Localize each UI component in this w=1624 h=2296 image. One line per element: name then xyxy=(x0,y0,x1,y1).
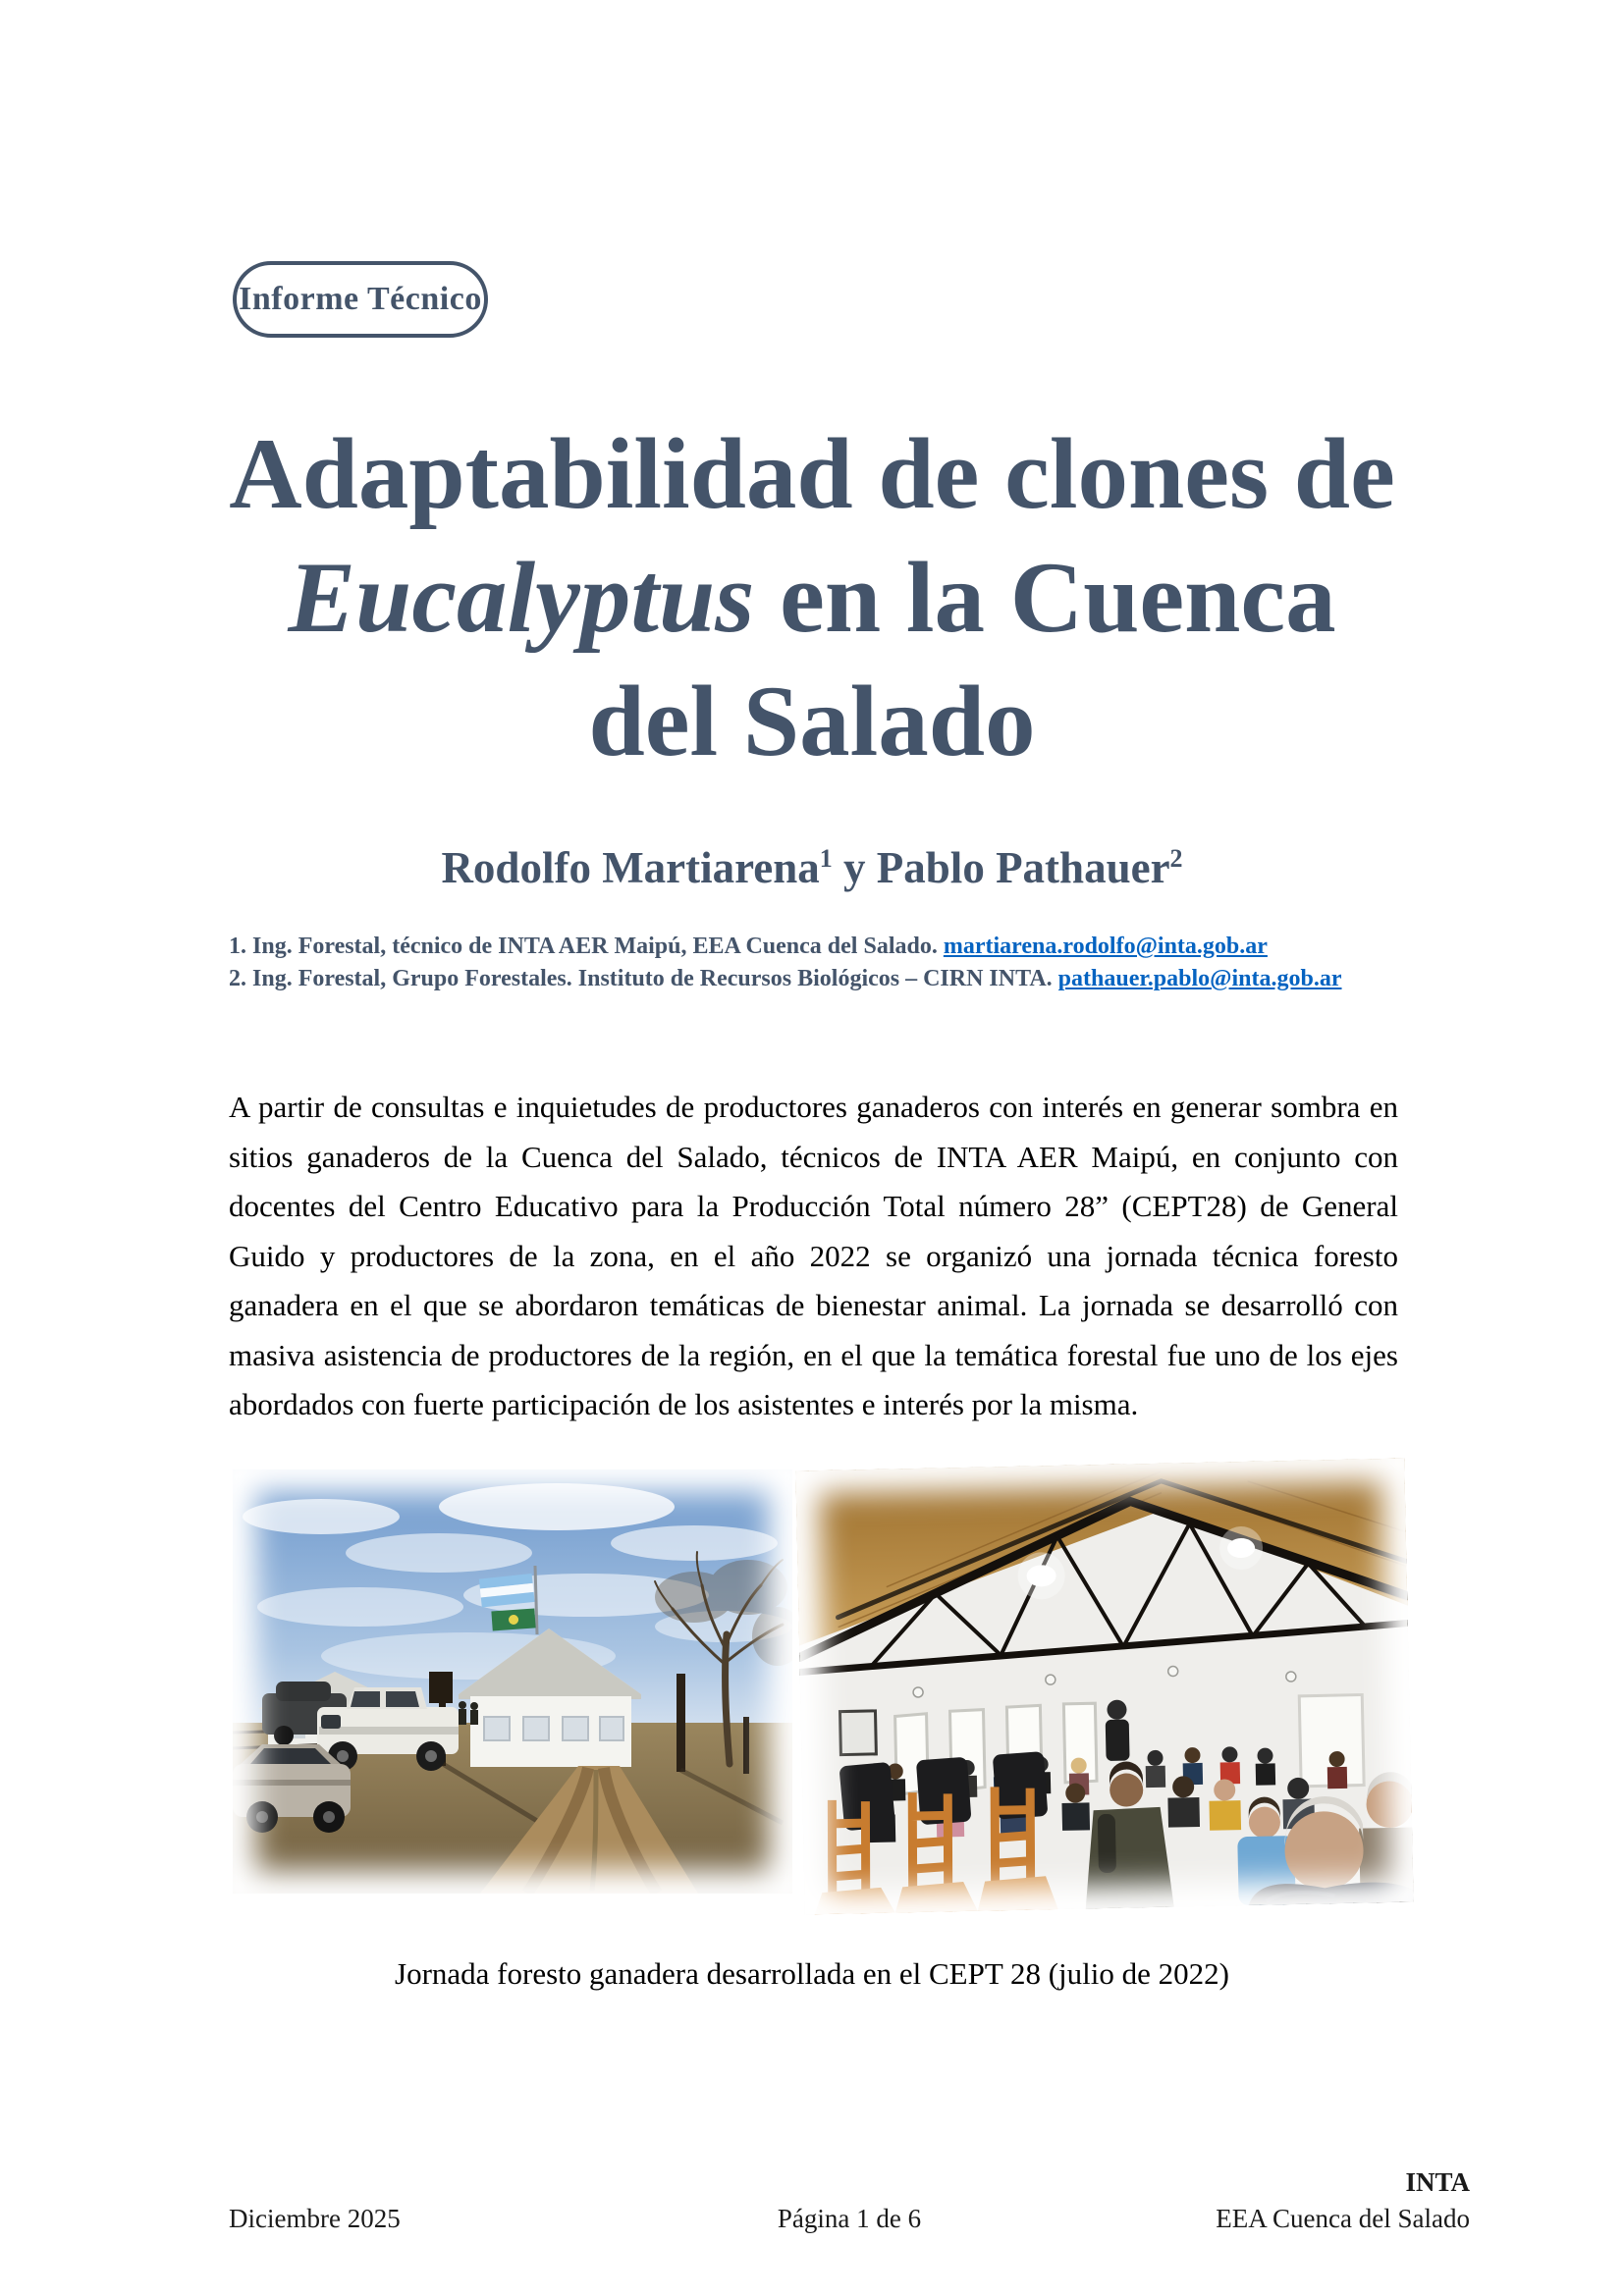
footnote-1 xyxy=(229,931,1428,963)
title-line-1: Adaptabilidad de clones de xyxy=(229,418,1395,530)
report-type-label: Informe Técnico xyxy=(239,281,482,317)
white-pickup xyxy=(317,1687,459,1771)
authors-connector: y xyxy=(832,843,877,892)
main-building xyxy=(459,1629,641,1767)
fence xyxy=(233,1672,783,1833)
orange-chairs xyxy=(811,1751,1057,1914)
roof-trusses xyxy=(796,1476,1409,1673)
photo-interior-audience xyxy=(795,1459,1413,1915)
silver-sedan xyxy=(233,1744,351,1833)
body-paragraph: A partir de consultas e inquietudes de productores ganaderos con interés en generar sombra en sitios ganaderos de la Cuenca del Salado, técnicos de INTA AER Maipú, en conjunto con docentes del Centro Educativo para la Producción Total número 28” (CEPT28) de General Guido y productores de la zona, en el año 2022 se organizó una jornada técnica foresto ganadera en el que se abordaron temáticas de bienestar animal. La jornada se desarrolló con masiva asistencia de productores de la región, en el que la temática forestal fue uno de los ejes abordados con fuerte participación de los asistentes e interés por la misma. xyxy=(229,1090,1398,1421)
center-man xyxy=(1083,1761,1174,1909)
footer-date: Diciembre 2025 xyxy=(229,2204,401,2233)
photo-exterior-cept28 xyxy=(233,1469,792,1894)
province-flag xyxy=(491,1608,535,1630)
title-line-2 xyxy=(98,536,1526,660)
left-building xyxy=(258,1672,413,1752)
clouds xyxy=(243,1483,792,1680)
wall-windows xyxy=(839,1695,1364,1796)
footer-unit: EEA Cuenca del Salado xyxy=(1216,2204,1470,2233)
tree-twigs xyxy=(655,1560,792,1666)
foreground-men xyxy=(1246,1772,1414,1905)
footnote-1-text: 1. Ing. Forestal, técnico de INTA AER Maipú, EEA Cuenca del Salado. xyxy=(229,934,944,959)
page-title xyxy=(98,412,1526,783)
title-species-italic: Eucalyptus xyxy=(288,542,755,654)
report-type-badge xyxy=(233,261,488,338)
footnote-2-email-link[interactable]: pathauer.pablo@inta.gob.ar xyxy=(1057,966,1342,991)
page-footer xyxy=(229,2167,1470,2234)
author-2-footnote-ref: 2 xyxy=(1169,844,1183,873)
author-footnotes xyxy=(229,931,1428,995)
authors-line xyxy=(0,842,1624,893)
footnote-2 xyxy=(229,963,1428,995)
standing-person xyxy=(1105,1699,1129,1760)
footer-page-number: Página 1 de 6 xyxy=(777,2204,922,2233)
author-1-footnote-ref: 1 xyxy=(819,844,833,873)
wooden-ceiling xyxy=(795,1459,1408,1646)
audience-crowd xyxy=(850,1744,1349,1914)
bare-tree xyxy=(655,1552,783,1764)
dirt-road xyxy=(480,1766,698,1894)
dark-suv xyxy=(262,1682,347,1745)
author-1-name: Rodolfo Martiarena xyxy=(441,843,820,892)
footnote-1-email-link[interactable]: martiarena.rodolfo@inta.gob.ar xyxy=(943,934,1268,959)
title-line-3: del Salado xyxy=(588,666,1036,777)
small-figures xyxy=(459,1701,478,1725)
ceiling-lights xyxy=(910,1525,1296,1697)
author-2-name: Pablo Pathauer xyxy=(876,843,1170,892)
title-line-2-rest: en la Cuenca xyxy=(754,542,1336,654)
footer-org: INTA xyxy=(1405,2167,1470,2197)
argentina-flag xyxy=(479,1566,537,1634)
figure-caption: Jornada foresto ganadera desarrollada en el CEPT 28 (julio de 2022) xyxy=(395,1956,1229,1991)
footnote-2-text: 2. Ing. Forestal, Grupo Forestales. Instituto de Recursos Biológicos – CIRN INTA. xyxy=(229,966,1058,991)
